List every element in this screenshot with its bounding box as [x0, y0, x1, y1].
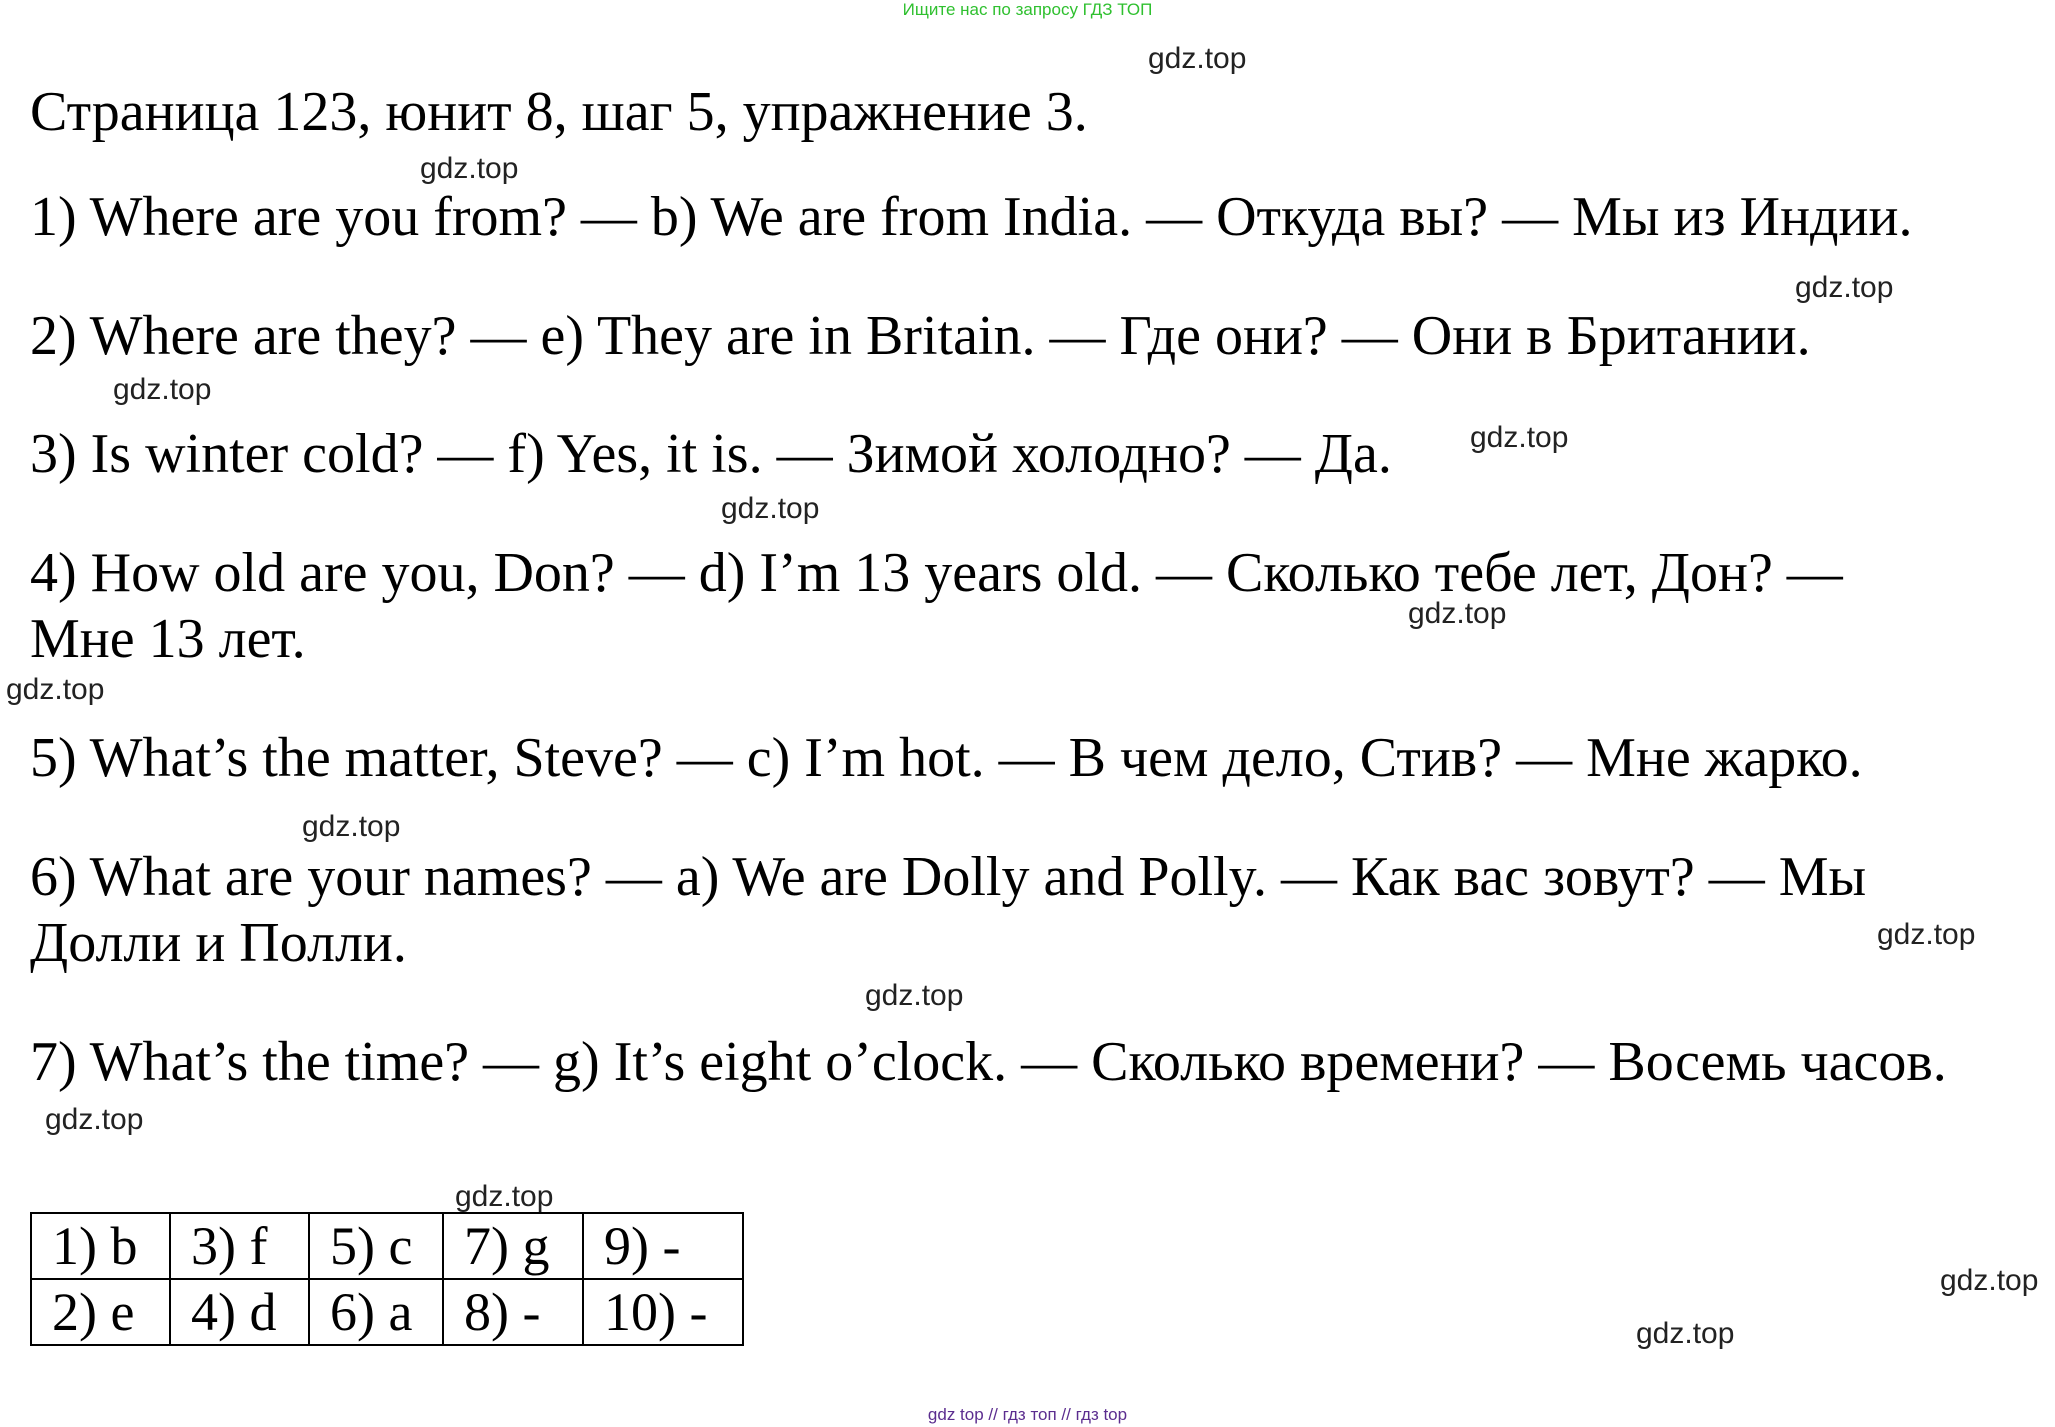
table-cell: 4) d [170, 1279, 309, 1345]
watermark: gdz.top [1940, 1264, 2039, 1297]
answer-line-2: 2) Where are they? — e) They are in Britain. — Где они? — Они в Британии. [30, 305, 1811, 367]
table-cell: 3) f [170, 1213, 309, 1279]
answer-line-7: 7) What’s the time? — g) It’s eight o’clock. — Сколько времени? — Восемь часов. [30, 1031, 1947, 1093]
table-row [31, 1279, 743, 1345]
table-cell: 9) - [583, 1213, 743, 1279]
answer-key-table [30, 1212, 744, 1346]
page-heading: Страница 123, юнит 8, шаг 5, упражнение 3. [30, 81, 1088, 143]
watermark: gdz.top [1877, 918, 1976, 951]
watermark: gdz.top [1148, 42, 1247, 75]
watermark: gdz.top [1795, 271, 1894, 304]
watermark: gdz.top [865, 979, 964, 1012]
table-cell: 1) b [31, 1213, 170, 1279]
answer-line-4: 4) How old are you, Don? — d) I’m 13 years old. — Сколько тебе лет, Дон? — [30, 542, 1843, 604]
watermark: gdz.top [721, 492, 820, 525]
watermark: gdz.top [1636, 1317, 1735, 1350]
watermark: gdz.top [1470, 421, 1569, 454]
watermark: gdz.top [1408, 597, 1507, 630]
table-row [31, 1213, 743, 1279]
answer-line-3: 3) Is winter cold? — f) Yes, it is. — Зимой холодно? — Да. [30, 423, 1392, 485]
answer-line-6: 6) What are your names? — a) We are Dolly and Polly. — Как вас зовут? — Мы [30, 846, 1867, 908]
answer-line-4-continued: Мне 13 лет. [30, 608, 306, 670]
footer-text: gdz top // гдз топ // гдз top [927, 1405, 1128, 1424]
watermark: gdz.top [45, 1103, 144, 1136]
watermark: gdz.top [6, 673, 105, 706]
watermark: gdz.top [302, 810, 401, 843]
watermark: gdz.top [113, 373, 212, 406]
answer-line-1: 1) Where are you from? — b) We are from India. — Откуда вы? — Мы из Индии. [30, 186, 1913, 248]
watermark: gdz.top [420, 152, 519, 185]
table-cell: 2) e [31, 1279, 170, 1345]
table-cell: 8) - [443, 1279, 583, 1345]
answer-line-6-continued: Долли и Полли. [30, 912, 407, 974]
table-cell: 7) g [443, 1213, 583, 1279]
watermark: gdz.top [455, 1180, 554, 1213]
top-banner: Ищите нас по запросу ГДЗ ТОП [902, 0, 1153, 19]
table-cell: 5) c [309, 1213, 443, 1279]
answer-line-5: 5) What’s the matter, Steve? — c) I’m hot. — В чем дело, Стив? — Мне жарко. [30, 727, 1863, 789]
table-cell: 10) - [583, 1279, 743, 1345]
table-cell: 6) a [309, 1279, 443, 1345]
